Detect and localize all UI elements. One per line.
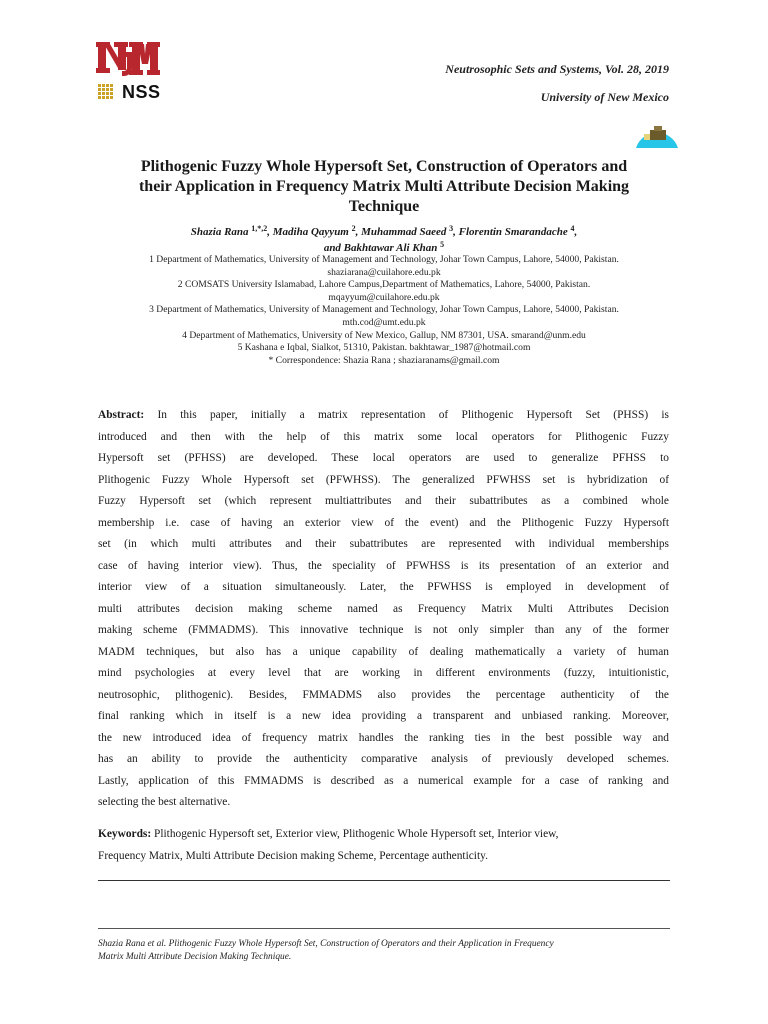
abstract-line: membership i.e. case of having an exterior view of the event) and the Plithogenic Fuzzy Hypersoft [98,516,669,529]
section-divider [98,880,670,881]
nss-dots-icon [98,84,118,100]
author-affil-mark: 4 [570,224,575,233]
affiliation-line: 4 Department of Mathematics, University of New Mexico, Gallup, NM 87301, USA. smarand@unm.edu [182,329,586,341]
abstract-section [98,405,669,814]
author-name: , Madiha Qayyum [267,226,352,238]
abstract-line: case of having interior view). Thus, the speciality of PFWHSS is its presentation of an exterior and [98,559,669,572]
abstract-line [98,405,669,427]
footer-citation-line: Matrix Multi Attribute Decision Making Technique. [98,951,292,962]
affiliation-line: 3 Department of Mathematics, University of Management and Technology, Johar Town Campus, Lahore, 54000, Pakistan. [149,304,619,316]
author-line [96,224,672,240]
unm-logo-icon [96,40,160,80]
abstract-line: Plithogenic Fuzzy Whole Hypersoft set (PFWHSS). The generalized PFWHSS set is hybridization of [98,473,669,486]
abstract-line: interior view of a situation simultaneously. Later, the PFWHSS is employed in development of [98,581,669,593]
abstract-line: neutrosophic, plithogenic). Besides, FMMADMS also provides the percentage authenticity of the [98,688,669,701]
affiliation-line: 1 Department of Mathematics, University of Management and Technology, Johar Town Campus, Lahore, 54000, Pakistan. [149,254,619,265]
abstract-line: Fuzzy Hypersoft set (which represent multiattributes and their subattributes as a combined whole [98,495,669,507]
affiliation-email: mth.cod@umt.edu.pk [342,316,426,328]
keywords-section [98,824,669,867]
abstract-line: making scheme (FMMADMS). This innovative technique is not only simpler than any of the former [98,624,669,636]
paper-title [96,157,672,217]
abstract-line: Lastly, application of this FMMADMS is described as a numerical example for a case of ranking and [98,774,669,787]
author-name: and Bakhtawar Ali Khan [323,242,441,254]
title-line: Plithogenic Fuzzy Whole Hypersoft Set, Construction of Operators and [140,158,628,175]
abstract-line: selecting the best alternative. [98,796,231,808]
author-affil-mark: 1,*,2 [251,224,268,233]
title-line: their Application in Frequency Matrix Multi Attribute Decision Making [138,178,630,195]
correspondence-line: * Correspondence: Shazia Rana ; shaziaranams@gmail.com [268,354,500,366]
affiliation-line: 5 Kashana e Iqbal, Sialkot, 51310, Pakistan. bakhtawar_1987@hotmail.com [237,342,531,354]
nss-logo [98,84,161,100]
affiliation-email: mqayyum@cuilahore.edu.pk [328,291,440,303]
title-line: Technique [348,198,420,215]
affiliation-line: 2 COMSATS University Islamabad, Lahore Campus,Department of Mathematics, Lahore, 54000, Pakistan. [177,279,591,291]
author-name: , Muhammad Saeed [355,226,450,238]
abstract-line: introduced and then with the help of this matrix some local operators for Plithogenic Fuzzy [98,430,669,443]
affiliation-email: shaziarana@cuilahore.edu.pk [327,266,441,278]
abstract-line: multi attributes decision making scheme named as Frequency Matrix Multi Attributes Decision [98,602,669,615]
abstract-line: the new introduced idea of frequency matrix handles the ranking ties in the best possible way and [98,731,669,744]
author-name: , Florentin Smarandache [453,226,571,238]
nss-wordmark: NSS [122,82,161,102]
affiliation-list [96,254,672,367]
author-affil-mark: 5 [440,240,445,249]
open-access-icon [632,120,680,148]
abstract-line: set (in which multi attributes and their subattributes are represented with individual memberships [98,538,669,550]
keywords-line: Frequency Matrix, Multi Attribute Decision making Scheme, Percentage authenticity. [98,849,488,862]
abstract-line: has an ability to provide the authenticity comparative analysis of previously developed schemes. [98,753,669,765]
keywords-label: Keywords: [98,828,152,840]
university-name: University of New Mexico [540,90,669,104]
keywords-line [98,824,669,846]
page-footer [98,938,670,963]
abstract-text: In this paper, initially a matrix representation of Plithogenic Hypersoft Set (PHSS) is [144,409,669,421]
author-list [96,224,672,256]
journal-citation: Neutrosophic Sets and Systems, Vol. 28, 2019 [445,62,669,76]
author-affil-mark: 2 [351,224,356,233]
author-affil-mark: 3 [449,224,454,233]
abstract-line: final ranking which in itself is a new idea providing a transparent and unbiased ranking. Moreover, [98,710,669,722]
author-name: Shazia Rana [190,226,252,238]
abstract-line: Hypersoft set (PFHSS) are developed. These local operators are used to generalize PFHSS to [98,452,669,464]
abstract-line: MADM techniques, but also has a unique capability of dealing mathematically a variety of human [98,645,669,658]
abstract-label: Abstract: [98,409,145,421]
footer-citation-line: Shazia Rana et al. Plithogenic Fuzzy Whole Hypersoft Set, Construction of Operators and their Application in Frequency [98,939,554,949]
author-separator: , [574,226,578,238]
abstract-line: mind psychologies at every level that are working in different environments (fuzzy, intuitionistic, [98,667,669,679]
keywords-text: Plithogenic Hypersoft set, Exterior view, Plithogenic Whole Hypersoft set, Interior view, [151,828,559,840]
footer-divider [98,928,670,929]
